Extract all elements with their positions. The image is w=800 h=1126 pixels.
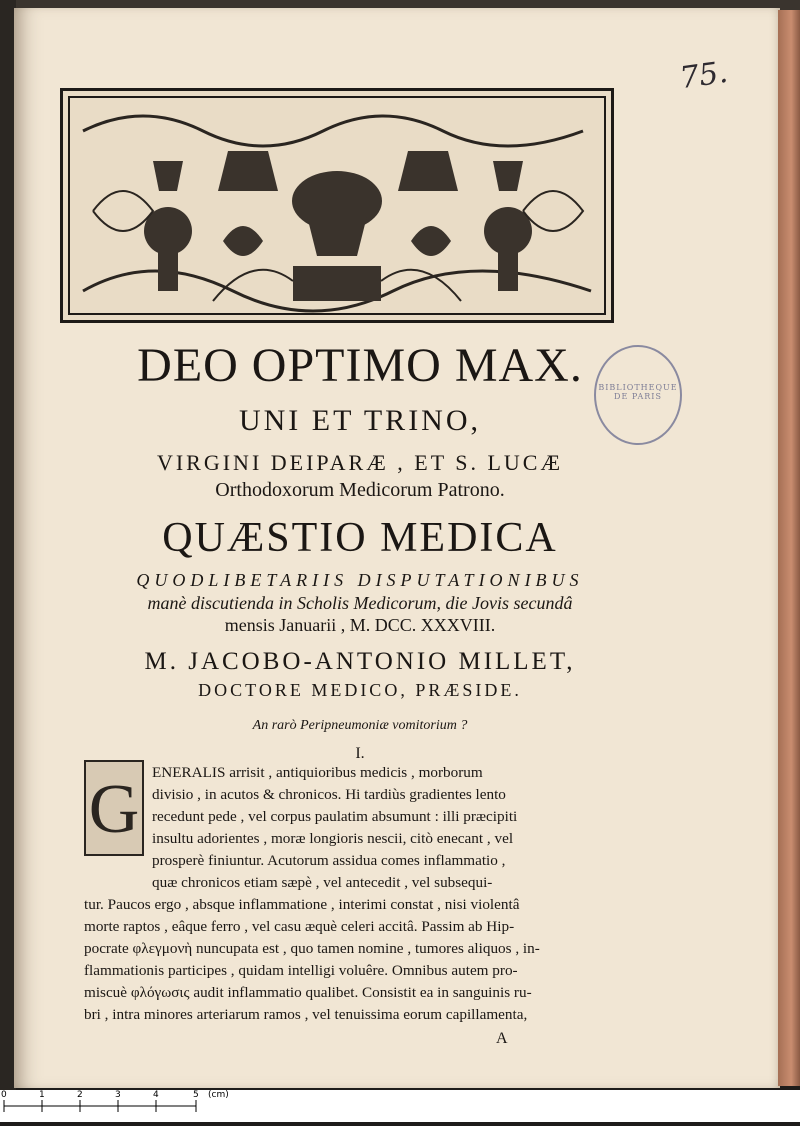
signature-mark: A <box>496 1030 508 1047</box>
scale-label: 4 <box>153 1090 159 1100</box>
section-number: I. <box>355 745 365 762</box>
scale-label: 1 <box>39 1090 45 1100</box>
dedication-line-4: Orthodoxorum Medicorum Patrono. <box>215 479 505 501</box>
body-line: recedunt pede , vel corpus paulatim absumunt : illi præcipiti <box>152 808 518 825</box>
subtitle-line-3: mensis Januarii , M. DCC. XXXVIII. <box>224 615 496 635</box>
question-heading: An rarò Peripneumoniæ vomitorium ? <box>252 718 468 733</box>
measurement-scale <box>0 1090 800 1122</box>
body-line: prosperè finiuntur. Acutorum assidua comes inflammatio , <box>152 852 506 869</box>
body-line: quæ chronicos etiam sæpè , vel antecedit , vel subsequi- <box>152 874 493 891</box>
scale-label: 2 <box>77 1090 83 1100</box>
subtitle-line-2: manè discutienda in Scholis Medicorum, die Jovis secundâ <box>147 593 573 613</box>
body-line: pocrate φλεγμονὴ nuncupata est , quo tamen nomine , tumores aliquos , in- <box>84 940 540 957</box>
scale-label: 0 <box>1 1090 7 1100</box>
scale-label: 5 <box>193 1090 199 1100</box>
praeses-name: M. JACOBO-ANTONIO MILLET, <box>144 648 576 675</box>
page-edge <box>778 10 800 1086</box>
body-line: bri , intra minores arteriarum ramos , vel tenuissima eorum capillamenta, <box>84 1006 528 1023</box>
body-line: divisio , in acutos & chronicos. Hi tardiùs gradientes lento <box>152 786 506 803</box>
scale-unit: (cm) <box>208 1090 229 1100</box>
drop-cap: G <box>84 760 144 856</box>
body-line: ENERALIS arrisit , antiquioribus medicis , morborum <box>152 764 483 781</box>
body-line: morte raptos , eâque ferro , vel casu æquè celeri accitâ. Passim ab Hip- <box>84 918 515 935</box>
ornament-icon <box>63 91 611 320</box>
dedication-line-1: DEO OPTIMO MAX. <box>137 339 583 392</box>
dedication-line-3: VIRGINI DEIPARÆ , ET S. LUCÆ <box>156 450 564 475</box>
subtitle-line-1: QUODLIBETARIIS DISPUTATIONIBUS <box>136 570 584 590</box>
stamp-label: BIBLIOTHEQUE DE PARIS <box>598 383 678 401</box>
thesis-title: QUÆSTIO MEDICA <box>162 515 558 561</box>
body-line: insultu adorientes , moræ longioris nescii, citò enecant , vel <box>152 830 514 847</box>
body-line: miscuè φλόγωσις audit inflammatio qualibet. Consistit ea in sanguinis ru- <box>84 984 532 1001</box>
body-line: flammationis participes , quidam intelligi voluêre. Omnibus autem pro- <box>84 962 518 979</box>
praeses-title: DOCTORE MEDICO, PRÆSIDE. <box>198 680 522 700</box>
ornamental-headpiece <box>60 88 614 323</box>
body-line: tur. Paucos ergo , absque inflammatione , interimi constat , nisi violentâ <box>84 896 520 913</box>
folio-number: 75. <box>677 54 730 97</box>
scale-label: 3 <box>115 1090 121 1100</box>
dedication-line-2: UNI ET TRINO, <box>238 404 482 437</box>
